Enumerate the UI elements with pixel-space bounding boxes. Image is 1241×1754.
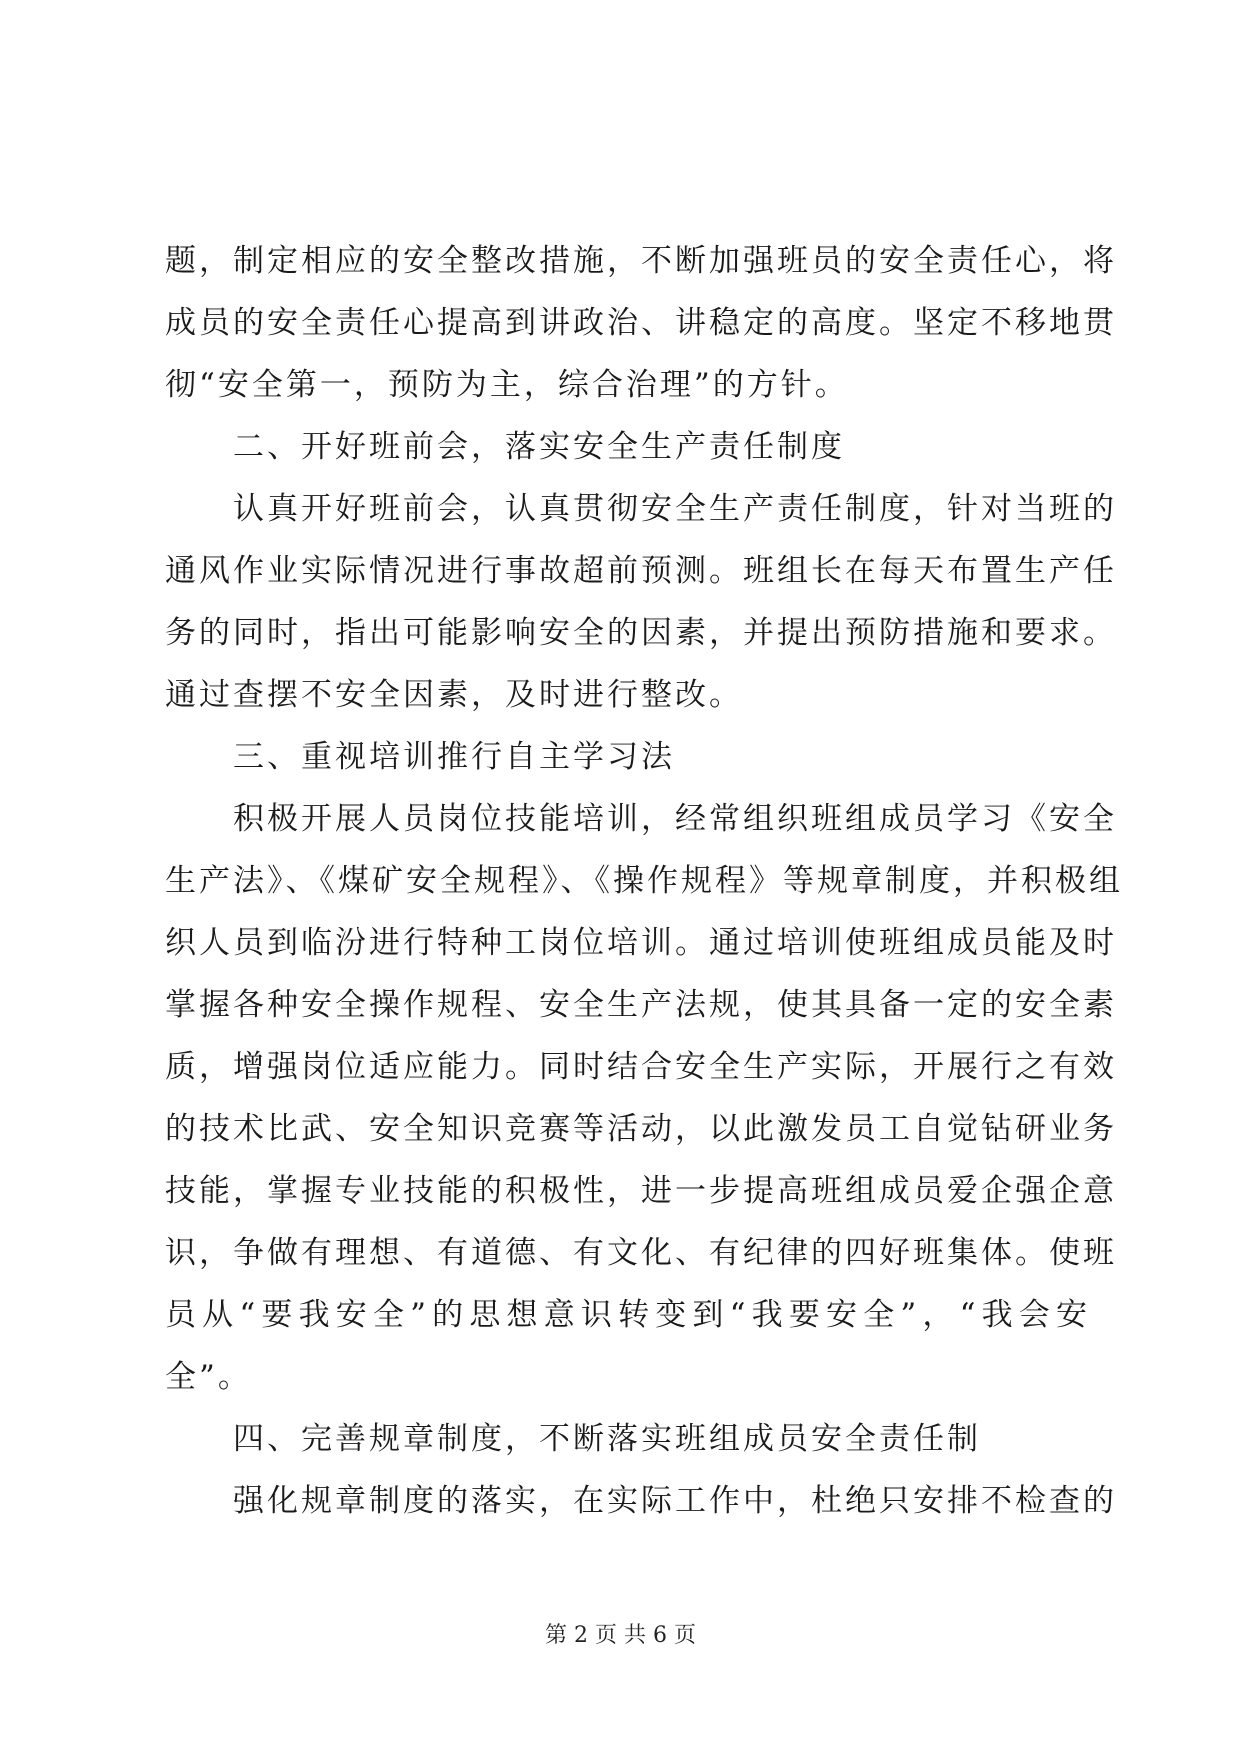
body-line-8: 通过查摆不安全因素，及时进行整改。	[165, 677, 743, 713]
body-line-3: 彻“安全第一，预防为主，综合治理”的方针。	[165, 367, 849, 403]
section-heading-4: 四、完善规章制度，不断落实班组成员安全责任制	[233, 1421, 981, 1457]
body-line-10: 积极开展人员岗位技能培训，经常组织班组成员学习《安全	[233, 801, 1117, 837]
body-line-13: 掌握各种安全操作规程、安全生产法规，使其具备一定的安全素	[165, 987, 1117, 1023]
section-heading-2: 二、开好班前会，落实安全生产责任制度	[233, 429, 845, 465]
body-line-5: 认真开好班前会，认真贯彻安全生产责任制度，针对当班的	[233, 491, 1117, 527]
body-line-11: 生产法》、《煤矿安全规程》、《操作规程》等规章制度，并积极组	[165, 863, 1123, 899]
body-line-6: 通风作业实际情况进行事故超前预测。班组长在每天布置生产任	[165, 553, 1117, 589]
body-line-12: 织人员到临汾进行特种工岗位培训。通过培训使班组成员能及时	[165, 925, 1117, 961]
body-line-21: 强化规章制度的落实，在实际工作中，杜绝只安排不检查的	[233, 1483, 1117, 1519]
section-heading-3: 三、重视培训推行自主学习法	[233, 739, 675, 775]
body-line-2: 成员的安全责任心提高到讲政治、讲稳定的高度。坚定不移地贯	[165, 305, 1117, 341]
body-line-1: 题，制定相应的安全整改措施，不断加强班员的安全责任心，将	[165, 243, 1117, 279]
body-line-17: 识，争做有理想、有道德、有文化、有纪律的四好班集体。使班	[165, 1235, 1117, 1271]
page-number-footer: 第 2 页 共 6 页	[545, 1623, 696, 1648]
body-line-18: 员从“要我安全”的思想意识转变到“我要安全”，“我会安	[165, 1297, 1090, 1333]
body-line-14: 质，增强岗位适应能力。同时结合安全生产实际，开展行之有效	[165, 1049, 1117, 1085]
body-line-15: 的技术比武、安全知识竞赛等活动，以此激发员工自觉钻研业务	[165, 1111, 1117, 1147]
body-line-19: 全”。	[165, 1359, 252, 1395]
body-line-7: 务的同时，指出可能影响安全的因素，并提出预防措施和要求。	[165, 615, 1117, 651]
body-line-16: 技能，掌握专业技能的积极性，进一步提高班组成员爱企强企意	[165, 1173, 1117, 1209]
document-body	[165, 230, 1123, 1532]
